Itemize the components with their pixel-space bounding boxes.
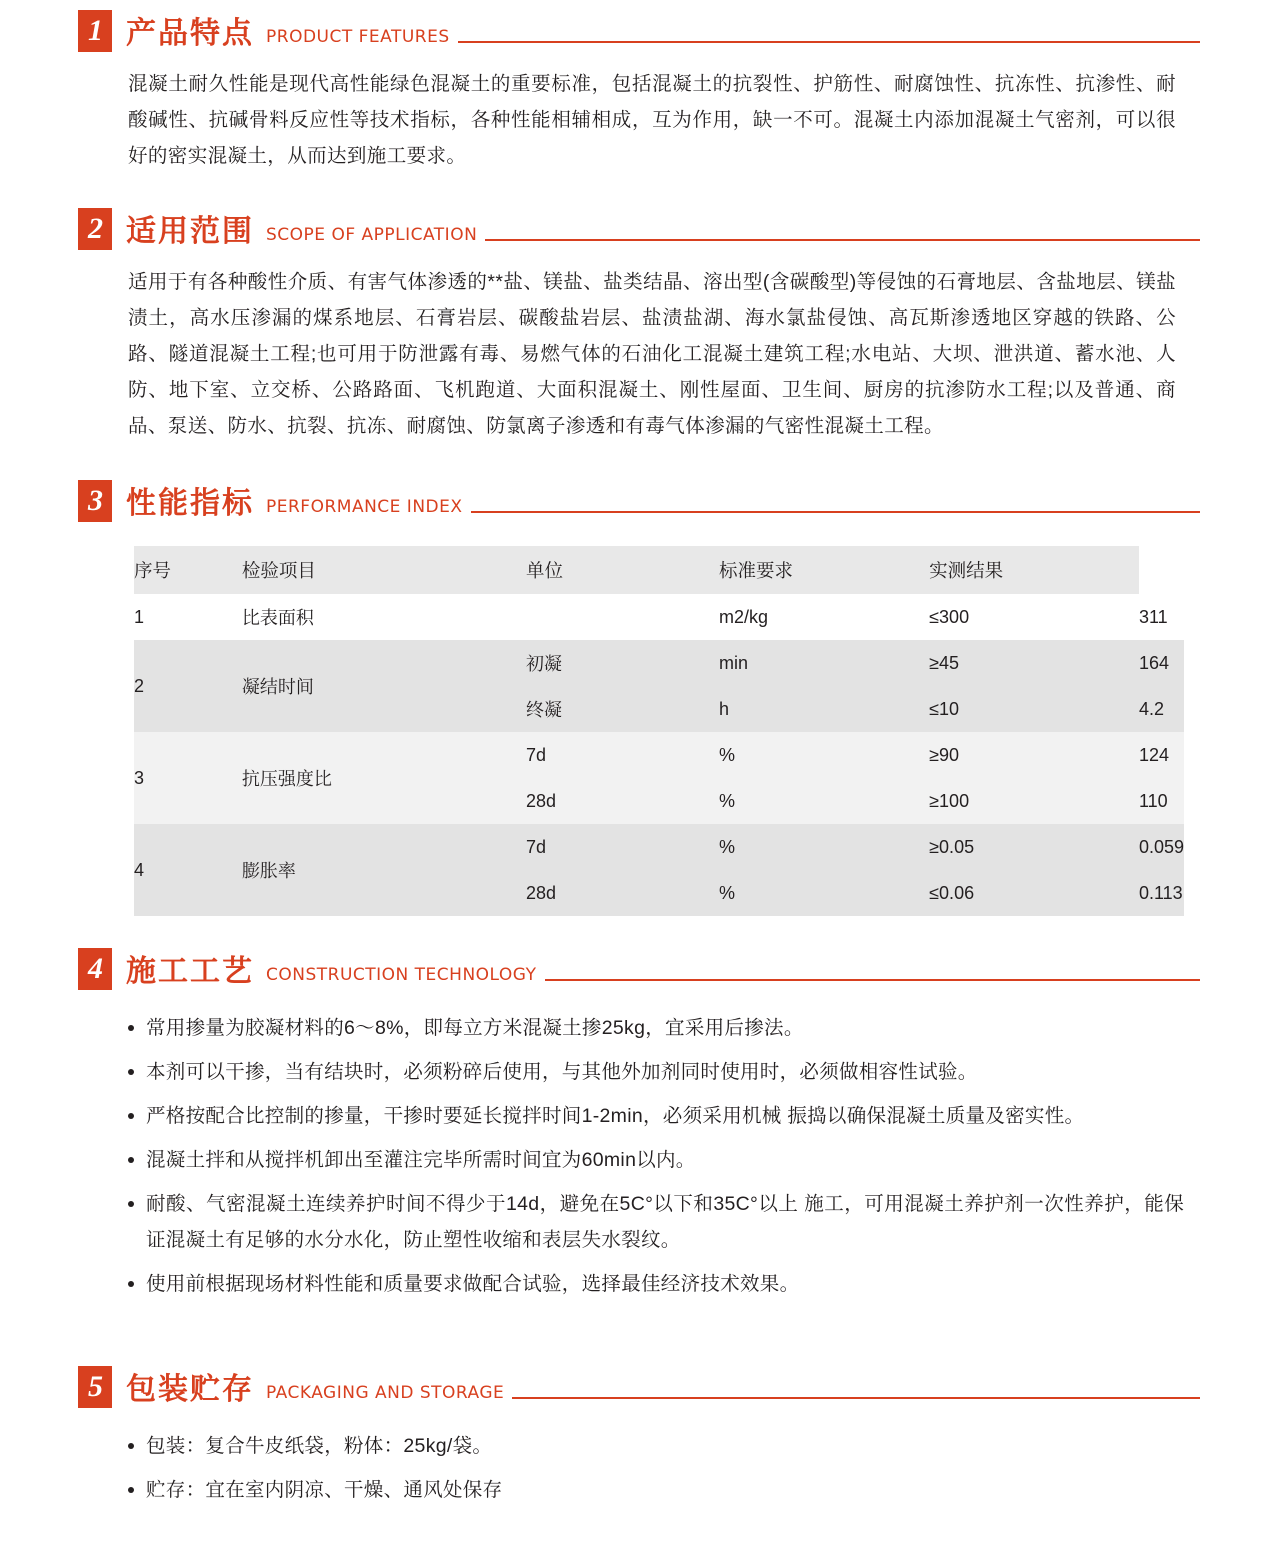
section-performance-index bbox=[0, 470, 1280, 916]
packaging-bullet-list bbox=[0, 1408, 1280, 1508]
cell-standard: ≥45 bbox=[929, 640, 1139, 686]
list-item bbox=[128, 1186, 1184, 1258]
list-item-text: 贮存：宜在室内阴凉、干燥、通风处保存 bbox=[146, 1479, 503, 1501]
section-header bbox=[0, 470, 1280, 522]
cell-result: 124 bbox=[1139, 732, 1184, 778]
cell-unit: % bbox=[719, 870, 929, 916]
cell-unit: % bbox=[719, 824, 929, 870]
section-packaging-and-storage bbox=[0, 1356, 1280, 1508]
cell-sub bbox=[526, 594, 719, 640]
cell-sub: 28d bbox=[526, 778, 719, 824]
bullet-dot-icon bbox=[128, 1487, 134, 1493]
bullet-dot-icon bbox=[128, 1069, 134, 1075]
cell-result: 0.113 bbox=[1139, 870, 1184, 916]
table-header-row bbox=[134, 546, 1184, 594]
cell-item: 膨胀率 bbox=[242, 824, 526, 916]
bullet-dot-icon bbox=[128, 1281, 134, 1287]
cell-no: 3 bbox=[134, 732, 242, 824]
list-item bbox=[128, 1472, 1184, 1508]
list-item bbox=[128, 1266, 1184, 1302]
table-row bbox=[134, 640, 1184, 686]
section-title-cn: 产品特点 bbox=[126, 17, 254, 50]
section-title-en: PRODUCT FEATURES bbox=[266, 27, 450, 47]
cell-sub: 7d bbox=[526, 824, 719, 870]
bullet-dot-icon bbox=[128, 1113, 134, 1119]
list-item bbox=[128, 1428, 1184, 1464]
list-item-text: 混凝土拌和从搅拌机卸出至灌注完毕所需时间宜为60min以内。 bbox=[146, 1149, 696, 1171]
section-scope-of-application bbox=[0, 198, 1280, 470]
list-item bbox=[128, 1142, 1184, 1178]
section-header bbox=[0, 938, 1280, 990]
section-number-badge: 1 bbox=[78, 10, 112, 52]
section-header bbox=[0, 1356, 1280, 1408]
section-title-en: CONSTRUCTION TECHNOLOGY bbox=[266, 965, 537, 985]
section-header bbox=[0, 0, 1280, 52]
construction-bullet-list bbox=[0, 990, 1280, 1302]
column-header-standard: 标准要求 bbox=[719, 546, 929, 594]
section-divider-rule bbox=[485, 239, 1200, 241]
performance-table bbox=[134, 546, 1184, 916]
cell-no: 1 bbox=[134, 594, 242, 640]
section-number-badge: 4 bbox=[78, 948, 112, 990]
section-title-en: PACKAGING AND STORAGE bbox=[266, 1383, 505, 1403]
table-row bbox=[134, 824, 1184, 870]
cell-item: 抗压强度比 bbox=[242, 732, 526, 824]
cell-standard: ≤10 bbox=[929, 686, 1139, 732]
cell-sub: 终凝 bbox=[526, 686, 719, 732]
cell-sub: 28d bbox=[526, 870, 719, 916]
bullet-dot-icon bbox=[128, 1157, 134, 1163]
section-divider-rule bbox=[471, 511, 1200, 513]
section-divider-rule bbox=[512, 1397, 1200, 1399]
cell-result: 0.059 bbox=[1139, 824, 1184, 870]
bullet-dot-icon bbox=[128, 1201, 134, 1207]
bullet-dot-icon bbox=[128, 1025, 134, 1031]
section-number-badge: 2 bbox=[78, 208, 112, 250]
cell-unit: h bbox=[719, 686, 929, 732]
list-item-text: 使用前根据现场材料性能和质量要求做配合试验，选择最佳经济技术效果。 bbox=[146, 1273, 800, 1295]
cell-standard: ≥0.05 bbox=[929, 824, 1139, 870]
column-header-unit: 单位 bbox=[526, 546, 719, 594]
scope-paragraph: 适用于有各种酸性介质、有害气体渗透的**盐、镁盐、盐类结晶、溶出型(含碳酸型)等侵蚀的石膏地层、含盐地层、镁盐渍土，高水压渗漏的煤系地层、石膏岩层、碳酸盐岩层、盐渍盐湖、海水氯盐侵蚀、高瓦斯渗透地区穿越的铁路、公路、隧道混凝土工程;也可用于防泄露有毒、易燃气体的石油化工混凝土建筑工程;水电站、大坝、泄洪道、蓄水池、人防、地下室、立交桥、公路路面、飞机跑道、大面积混凝土、刚性屋面、卫生间、厨房的抗渗防水工程;以及普通、商品、泵送、防水、抗裂、抗冻、耐腐蚀、防氯离子渗透和有毒气体渗漏的气密性混凝土工程。 bbox=[128, 271, 1176, 437]
section-number-badge: 3 bbox=[78, 480, 112, 522]
cell-result: 164 bbox=[1139, 640, 1184, 686]
cell-no: 2 bbox=[134, 640, 242, 732]
cell-standard: ≤0.06 bbox=[929, 870, 1139, 916]
list-item bbox=[128, 1010, 1184, 1046]
section-header bbox=[0, 198, 1280, 250]
section-title-cn: 性能指标 bbox=[126, 487, 254, 520]
cell-result: 110 bbox=[1139, 778, 1184, 824]
list-item-text: 包装：复合牛皮纸袋，粉体：25kg/袋。 bbox=[146, 1435, 493, 1457]
cell-standard: ≥100 bbox=[929, 778, 1139, 824]
section-number-badge: 5 bbox=[78, 1366, 112, 1408]
list-item-text: 常用掺量为胶凝材料的6～8%，即每立方米混凝土掺25kg，宜采用后掺法。 bbox=[146, 1017, 804, 1039]
table-row bbox=[134, 594, 1184, 640]
section-title-cn: 施工工艺 bbox=[126, 955, 254, 988]
list-item bbox=[128, 1098, 1184, 1134]
section-title-en: PERFORMANCE INDEX bbox=[266, 497, 463, 517]
bullet-dot-icon bbox=[128, 1443, 134, 1449]
section-divider-rule bbox=[458, 41, 1200, 43]
cell-unit: % bbox=[719, 732, 929, 778]
cell-no: 4 bbox=[134, 824, 242, 916]
cell-sub: 7d bbox=[526, 732, 719, 778]
list-item-text: 严格按配合比控制的掺量，干掺时要延长搅拌时间1-2min，必须采用机械 振捣以确保混凝土质量及密实性。 bbox=[146, 1105, 1085, 1127]
list-item-text: 耐酸、气密混凝土连续养护时间不得少于14d，避免在5C°以下和35C°以上 施工，可用混凝土养护剂一次性养护，能保证混凝土有足够的水分水化，防止塑性收缩和表层失水裂纹。 bbox=[146, 1193, 1184, 1251]
column-header-result: 实测结果 bbox=[929, 546, 1139, 594]
section-title-en: SCOPE OF APPLICATION bbox=[266, 225, 478, 245]
section-construction-technology bbox=[0, 938, 1280, 1302]
cell-item: 比表面积 bbox=[242, 594, 526, 640]
column-header-no: 序号 bbox=[134, 546, 242, 594]
cell-standard: ≥90 bbox=[929, 732, 1139, 778]
list-item-text: 本剂可以干掺，当有结块时，必须粉碎后使用，与其他外加剂同时使用时，必须做相容性试验。 bbox=[146, 1061, 978, 1083]
section-title-cn: 包装贮存 bbox=[126, 1373, 254, 1406]
cell-item: 凝结时间 bbox=[242, 640, 526, 732]
cell-standard: ≤300 bbox=[929, 594, 1139, 640]
table-row bbox=[134, 732, 1184, 778]
cell-unit: min bbox=[719, 640, 929, 686]
cell-result: 4.2 bbox=[1139, 686, 1184, 732]
list-item bbox=[128, 1054, 1184, 1090]
product-features-paragraph: 混凝土耐久性能是现代高性能绿色混凝土的重要标准，包括混凝土的抗裂性、护筋性、耐腐蚀性、抗冻性、抗渗性、耐酸碱性、抗碱骨料反应性等技术指标，各种性能相辅相成，互为作用，缺一不可。混凝土内添加混凝土气密剂，可以很好的密实混凝土，从而达到施工要求。 bbox=[128, 73, 1176, 167]
performance-table-wrapper bbox=[0, 522, 1280, 916]
section-product-features bbox=[0, 0, 1280, 198]
cell-unit: m2/kg bbox=[719, 594, 929, 640]
section-divider-rule bbox=[545, 979, 1200, 981]
cell-unit: % bbox=[719, 778, 929, 824]
column-header-item: 检验项目 bbox=[242, 546, 526, 594]
cell-sub: 初凝 bbox=[526, 640, 719, 686]
cell-result: 311 bbox=[1139, 594, 1184, 640]
section-title-cn: 适用范围 bbox=[126, 215, 254, 248]
